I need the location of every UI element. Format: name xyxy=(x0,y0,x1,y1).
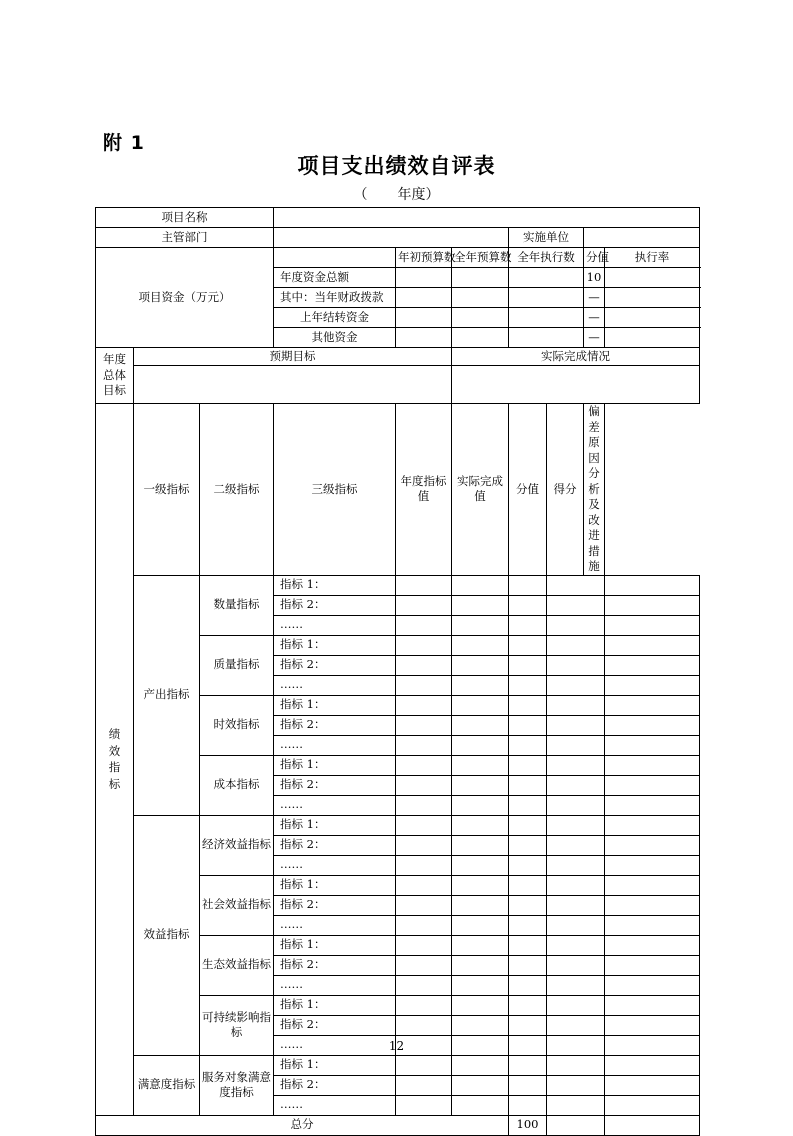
total-deviation-cell[interactable] xyxy=(605,1115,700,1135)
level3-indicator: 指标 1： xyxy=(274,635,396,655)
indicator-actual-value-cell[interactable] xyxy=(452,735,509,755)
funds-rate-cell[interactable] xyxy=(605,328,700,348)
indicator-deviation-cell[interactable] xyxy=(605,895,700,915)
indicator-weight-cell[interactable] xyxy=(509,1055,547,1075)
indicator-weight-cell[interactable] xyxy=(509,775,547,795)
indicator-weight-cell[interactable] xyxy=(509,915,547,935)
indicator-row xyxy=(96,815,700,835)
level3-indicator: …… xyxy=(274,615,396,635)
indicator-weight-cell[interactable] xyxy=(509,695,547,715)
indicator-actual-value-cell[interactable] xyxy=(452,775,509,795)
indicator-actual-value-cell[interactable] xyxy=(452,1095,509,1115)
implementer-label: 实施单位 xyxy=(509,228,584,248)
indicator-annual-target-cell[interactable] xyxy=(396,635,452,655)
indicator-deviation-cell[interactable] xyxy=(605,975,700,995)
indicator-actual-value-cell[interactable] xyxy=(452,755,509,775)
indicator-weight-cell[interactable] xyxy=(509,615,547,635)
indicator-annual-target-cell[interactable] xyxy=(396,1055,452,1075)
indicator-actual-value-cell[interactable] xyxy=(452,615,509,635)
level3-indicator: 指标 2： xyxy=(274,1075,396,1095)
funds-annual-budget-cell[interactable] xyxy=(452,288,509,308)
indicator-score-cell[interactable] xyxy=(547,795,605,815)
funds-annual-budget-cell[interactable] xyxy=(452,268,509,288)
level3-indicator: 指标 1： xyxy=(274,575,396,595)
level3-indicator: …… xyxy=(274,1095,396,1115)
indicator-weight-cell[interactable] xyxy=(509,675,547,695)
page-number: 12 xyxy=(388,1039,405,1053)
level3-indicator: …… xyxy=(274,975,396,995)
funds-header-executed: 全年执行数 xyxy=(509,248,584,268)
indicator-score-cell[interactable] xyxy=(547,735,605,755)
level3-indicator: 指标 1： xyxy=(274,995,396,1015)
indicator-annual-target-cell[interactable] xyxy=(396,675,452,695)
indicator-weight-cell[interactable] xyxy=(509,735,547,755)
funds-annual-budget-cell[interactable] xyxy=(452,308,509,328)
indicator-actual-value-cell[interactable] xyxy=(452,975,509,995)
indicator-weight-cell[interactable] xyxy=(509,655,547,675)
indicator-actual-value-cell[interactable] xyxy=(452,655,509,675)
page-title: 项目支出绩效自评表 xyxy=(297,154,496,178)
level2-indicator: 成本指标 xyxy=(200,755,274,815)
indicator-deviation-cell[interactable] xyxy=(605,575,700,595)
indicator-annual-target-cell[interactable] xyxy=(396,715,452,735)
level3-indicator: 指标 2： xyxy=(274,1015,396,1035)
funds-row-label: 其中：当年财政拨款 xyxy=(274,288,396,308)
indicator-header-weight: 分值 xyxy=(509,404,547,576)
indicator-annual-target-cell[interactable] xyxy=(396,835,452,855)
indicator-weight-cell[interactable] xyxy=(509,755,547,775)
level2-indicator: 服务对象满意度指标 xyxy=(200,1055,274,1115)
indicator-annual-target-cell[interactable] xyxy=(396,1095,452,1115)
total-score-cell[interactable] xyxy=(547,1115,605,1135)
indicator-deviation-cell[interactable] xyxy=(605,615,700,635)
indicator-score-cell[interactable] xyxy=(547,775,605,795)
level3-indicator: …… xyxy=(274,1035,396,1055)
funds-row-label: 其他资金 xyxy=(274,328,396,348)
indicator-annual-target-cell[interactable] xyxy=(396,575,452,595)
indicator-annual-target-cell[interactable] xyxy=(396,975,452,995)
indicator-row xyxy=(96,575,700,595)
implementer-field[interactable] xyxy=(584,228,700,248)
department-row xyxy=(96,228,700,248)
indicator-header-score: 得分 xyxy=(547,404,584,576)
indicator-deviation-cell[interactable] xyxy=(605,715,700,735)
indicator-score-cell[interactable] xyxy=(547,1075,605,1095)
indicator-weight-cell[interactable] xyxy=(509,795,547,815)
year-open-paren: （ xyxy=(353,187,368,203)
goals-expected-header: 预期目标 xyxy=(134,348,452,366)
level2-indicator: 生态效益指标 xyxy=(200,935,274,995)
indicators-label-text: 绩效指标 xyxy=(108,726,121,791)
funds-initial-budget-cell[interactable] xyxy=(396,288,452,308)
goals-content-row xyxy=(96,366,700,404)
project-name-label: 项目名称 xyxy=(96,208,274,228)
indicator-actual-value-cell[interactable] xyxy=(452,595,509,615)
indicator-score-cell[interactable] xyxy=(547,915,605,935)
indicator-header-annual-target: 年度指标值 xyxy=(396,404,452,576)
level3-indicator: …… xyxy=(274,795,396,815)
project-name-row xyxy=(96,208,700,228)
indicator-weight-cell[interactable] xyxy=(509,855,547,875)
indicator-actual-value-cell[interactable] xyxy=(452,895,509,915)
funds-header-row xyxy=(96,248,700,268)
indicator-weight-cell[interactable] xyxy=(509,895,547,915)
indicator-score-cell[interactable] xyxy=(547,595,605,615)
funds-corner-cell xyxy=(274,248,396,268)
appendix-label: 附 1 xyxy=(103,132,145,154)
level3-indicator: 指标 1： xyxy=(274,1055,396,1075)
goals-header-row xyxy=(96,348,700,366)
indicator-annual-target-cell[interactable] xyxy=(396,895,452,915)
indicator-weight-cell[interactable] xyxy=(509,575,547,595)
indicator-actual-value-cell[interactable] xyxy=(452,575,509,595)
indicator-deviation-cell[interactable] xyxy=(605,995,700,1015)
level2-indicator: 社会效益指标 xyxy=(200,875,274,935)
indicator-annual-target-cell[interactable] xyxy=(396,655,452,675)
goals-label: 年度总体目标 xyxy=(96,348,134,404)
indicator-actual-value-cell[interactable] xyxy=(452,915,509,935)
funds-executed-cell[interactable] xyxy=(509,308,584,328)
indicator-header-deviation: 偏差原因分析及改进措施 xyxy=(584,404,605,576)
level3-indicator: 指标 2： xyxy=(274,715,396,735)
indicator-deviation-cell[interactable] xyxy=(605,835,700,855)
indicator-weight-cell[interactable] xyxy=(509,955,547,975)
level3-indicator: 指标 2： xyxy=(274,955,396,975)
indicator-actual-value-cell[interactable] xyxy=(452,715,509,735)
indicator-actual-value-cell[interactable] xyxy=(452,855,509,875)
funds-weight-cell: — xyxy=(584,288,605,308)
evaluation-table xyxy=(95,207,700,1136)
indicator-weight-cell[interactable] xyxy=(509,975,547,995)
indicator-deviation-cell[interactable] xyxy=(605,935,700,955)
indicator-score-cell[interactable] xyxy=(547,715,605,735)
level3-indicator: 指标 1： xyxy=(274,935,396,955)
indicator-weight-cell[interactable] xyxy=(509,1015,547,1035)
funds-label: 项目资金（万元） xyxy=(96,248,274,348)
indicator-score-cell[interactable] xyxy=(547,935,605,955)
indicator-actual-value-cell[interactable] xyxy=(452,1015,509,1035)
indicator-row xyxy=(96,1055,700,1075)
indicator-annual-target-cell[interactable] xyxy=(396,955,452,975)
level2-indicator: 数量指标 xyxy=(200,575,274,635)
funds-rate-cell[interactable] xyxy=(605,308,700,328)
funds-header-weight: 分值 xyxy=(584,248,605,268)
indicator-weight-cell[interactable] xyxy=(509,815,547,835)
indicator-annual-target-cell[interactable] xyxy=(396,595,452,615)
indicator-header-level3: 三级指标 xyxy=(274,404,396,576)
level3-indicator: 指标 2： xyxy=(274,595,396,615)
indicator-score-cell[interactable] xyxy=(547,995,605,1015)
indicator-weight-cell[interactable] xyxy=(509,1075,547,1095)
indicator-score-cell[interactable] xyxy=(547,895,605,915)
level3-indicator: 指标 1： xyxy=(274,755,396,775)
indicator-score-cell[interactable] xyxy=(547,875,605,895)
indicator-annual-target-cell[interactable] xyxy=(396,1075,452,1095)
indicator-actual-value-cell[interactable] xyxy=(452,955,509,975)
indicator-annual-target-cell[interactable] xyxy=(396,915,452,935)
indicator-annual-target-cell[interactable] xyxy=(396,1015,452,1035)
indicator-actual-value-cell[interactable] xyxy=(452,935,509,955)
indicator-deviation-cell[interactable] xyxy=(605,675,700,695)
level3-indicator: 指标 1： xyxy=(274,695,396,715)
level3-indicator: 指标 1： xyxy=(274,815,396,835)
indicator-weight-cell[interactable] xyxy=(509,935,547,955)
funds-header-initial-budget: 年初预算数 xyxy=(396,248,452,268)
indicator-annual-target-cell[interactable] xyxy=(396,855,452,875)
level3-indicator: …… xyxy=(274,915,396,935)
indicator-actual-value-cell[interactable] xyxy=(452,635,509,655)
funds-row-label: 年度资金总额 xyxy=(274,268,396,288)
level3-indicator: …… xyxy=(274,855,396,875)
indicator-score-cell[interactable] xyxy=(547,695,605,715)
indicator-annual-target-cell[interactable] xyxy=(396,775,452,795)
indicator-header-level2: 二级指标 xyxy=(200,404,274,576)
indicator-deviation-cell[interactable] xyxy=(605,795,700,815)
indicator-score-cell[interactable] xyxy=(547,1055,605,1075)
indicator-weight-cell[interactable] xyxy=(509,595,547,615)
project-name-field[interactable] xyxy=(274,208,700,228)
funds-weight-cell: 10 xyxy=(584,268,605,288)
indicator-deviation-cell[interactable] xyxy=(605,915,700,935)
level3-indicator: 指标 2： xyxy=(274,835,396,855)
indicator-actual-value-cell[interactable] xyxy=(452,1055,509,1075)
indicator-header-level1: 一级指标 xyxy=(134,404,200,576)
indicator-annual-target-cell[interactable] xyxy=(396,735,452,755)
indicator-actual-value-cell[interactable] xyxy=(452,995,509,1015)
indicator-score-cell[interactable] xyxy=(547,1015,605,1035)
indicator-score-cell[interactable] xyxy=(547,575,605,595)
level2-indicator: 经济效益指标 xyxy=(200,815,274,875)
funds-initial-budget-cell[interactable] xyxy=(396,268,452,288)
year-line xyxy=(0,184,793,204)
indicator-deviation-cell[interactable] xyxy=(605,955,700,975)
indicator-deviation-cell[interactable] xyxy=(605,635,700,655)
indicator-score-cell[interactable] xyxy=(547,835,605,855)
funds-rate-cell[interactable] xyxy=(605,288,700,308)
indicator-deviation-cell[interactable] xyxy=(605,775,700,795)
indicator-actual-value-cell[interactable] xyxy=(452,795,509,815)
funds-executed-cell[interactable] xyxy=(509,268,584,288)
funds-annual-budget-cell[interactable] xyxy=(452,328,509,348)
total-label: 总分 xyxy=(96,1115,509,1135)
funds-executed-cell[interactable] xyxy=(509,288,584,308)
goals-expected-field[interactable] xyxy=(134,366,452,404)
indicator-actual-value-cell[interactable] xyxy=(452,1075,509,1095)
indicator-score-cell[interactable] xyxy=(547,655,605,675)
indicators-label xyxy=(96,404,134,1116)
level3-indicator: 指标 2： xyxy=(274,895,396,915)
funds-executed-cell[interactable] xyxy=(509,328,584,348)
indicator-score-cell[interactable] xyxy=(547,955,605,975)
indicator-weight-cell[interactable] xyxy=(509,715,547,735)
funds-initial-budget-cell[interactable] xyxy=(396,328,452,348)
funds-row-label: 上年结转资金 xyxy=(274,308,396,328)
indicator-actual-value-cell[interactable] xyxy=(452,835,509,855)
indicator-weight-cell[interactable] xyxy=(509,875,547,895)
indicator-weight-cell[interactable] xyxy=(509,995,547,1015)
indicator-score-cell[interactable] xyxy=(547,675,605,695)
indicator-score-cell[interactable] xyxy=(547,855,605,875)
indicator-actual-value-cell[interactable] xyxy=(452,875,509,895)
indicator-header-row xyxy=(96,404,700,576)
indicator-annual-target-cell[interactable] xyxy=(396,995,452,1015)
funds-header-annual-budget: 全年预算数 xyxy=(452,248,509,268)
total-row xyxy=(96,1115,700,1135)
level1-indicator: 满意度指标 xyxy=(134,1055,200,1115)
indicator-weight-cell[interactable] xyxy=(509,835,547,855)
indicator-deviation-cell[interactable] xyxy=(605,595,700,615)
indicator-deviation-cell[interactable] xyxy=(605,755,700,775)
indicator-weight-cell[interactable] xyxy=(509,635,547,655)
indicator-score-cell[interactable] xyxy=(547,755,605,775)
indicator-deviation-cell[interactable] xyxy=(605,855,700,875)
indicator-deviation-cell[interactable] xyxy=(605,1095,700,1115)
level2-indicator: 质量指标 xyxy=(200,635,274,695)
level2-indicator: 可持续影响指标 xyxy=(200,995,274,1055)
indicator-annual-target-cell[interactable] xyxy=(396,755,452,775)
indicator-actual-value-cell[interactable] xyxy=(452,815,509,835)
indicator-annual-target-cell[interactable] xyxy=(396,875,452,895)
indicator-actual-value-cell[interactable] xyxy=(452,675,509,695)
indicator-annual-target-cell[interactable] xyxy=(396,935,452,955)
goals-actual-header: 实际完成情况 xyxy=(452,348,700,366)
indicator-deviation-cell[interactable] xyxy=(605,695,700,715)
funds-initial-budget-cell[interactable] xyxy=(396,308,452,328)
indicator-weight-cell[interactable] xyxy=(509,1095,547,1115)
funds-rate-cell[interactable] xyxy=(605,268,700,288)
indicator-header-actual-value: 实际完成值 xyxy=(452,404,509,576)
indicator-deviation-cell[interactable] xyxy=(605,655,700,675)
indicator-deviation-cell[interactable] xyxy=(605,1055,700,1075)
level3-indicator: 指标 2： xyxy=(274,655,396,675)
department-field[interactable] xyxy=(274,228,509,248)
goals-actual-field[interactable] xyxy=(452,366,700,404)
indicator-deviation-cell[interactable] xyxy=(605,1075,700,1095)
level3-indicator: 指标 1： xyxy=(274,875,396,895)
level3-indicator: …… xyxy=(274,735,396,755)
level2-indicator: 时效指标 xyxy=(200,695,274,755)
funds-weight-cell: — xyxy=(584,308,605,328)
indicator-score-cell[interactable] xyxy=(547,975,605,995)
indicator-annual-target-cell[interactable] xyxy=(396,615,452,635)
total-weight: 100 xyxy=(509,1115,547,1135)
indicator-deviation-cell[interactable] xyxy=(605,815,700,835)
indicator-actual-value-cell[interactable] xyxy=(452,695,509,715)
department-label: 主管部门 xyxy=(96,228,274,248)
level3-indicator: 指标 2： xyxy=(274,775,396,795)
funds-weight-cell: — xyxy=(584,328,605,348)
level1-indicator: 效益指标 xyxy=(134,815,200,1055)
level1-indicator: 产出指标 xyxy=(134,575,200,815)
level3-indicator: …… xyxy=(274,675,396,695)
indicator-score-cell[interactable] xyxy=(547,615,605,635)
indicator-deviation-cell[interactable] xyxy=(605,875,700,895)
indicator-score-cell[interactable] xyxy=(547,815,605,835)
funds-header-rate: 执行率 xyxy=(605,248,700,268)
indicator-deviation-cell[interactable] xyxy=(605,735,700,755)
indicator-deviation-cell[interactable] xyxy=(605,1015,700,1035)
year-label: 年度） xyxy=(397,187,440,203)
indicator-annual-target-cell[interactable] xyxy=(396,795,452,815)
indicator-score-cell[interactable] xyxy=(547,635,605,655)
indicator-score-cell[interactable] xyxy=(547,1095,605,1115)
indicator-annual-target-cell[interactable] xyxy=(396,695,452,715)
indicator-annual-target-cell[interactable] xyxy=(396,815,452,835)
